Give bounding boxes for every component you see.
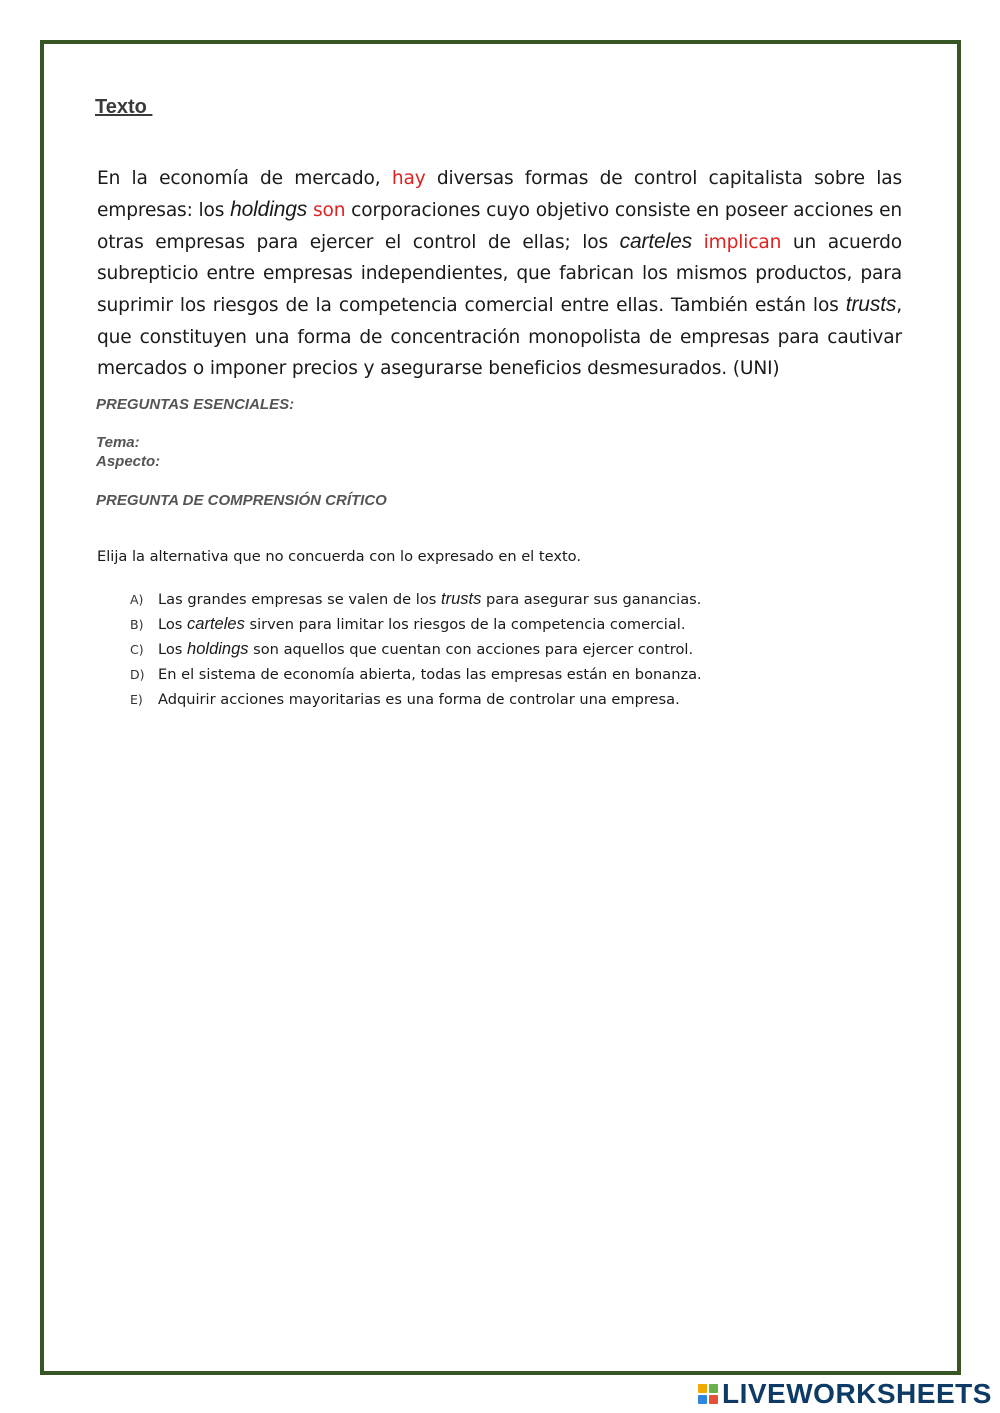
reading-passage <box>97 163 902 384</box>
page-title: Texto <box>95 96 153 118</box>
option-text: En el sistema de economía abierta, todas las empresas están en bonanza. <box>158 666 702 683</box>
logo-mark-square <box>709 1395 718 1404</box>
option-text: Las grandes empresas se valen de los <box>158 591 441 608</box>
logo-mark-square <box>698 1384 707 1393</box>
tema-label: Tema: <box>96 434 140 451</box>
passage-text: En la economía de mercado, <box>97 167 392 189</box>
answer-options <box>130 590 702 715</box>
logo-mark-icon <box>698 1384 718 1404</box>
highlighted-verb: son <box>312 199 346 221</box>
option-text: Los <box>158 616 188 633</box>
option-text: son aquellos que cuentan con acciones para ejercer control. <box>248 641 694 658</box>
answer-option-d[interactable] <box>130 665 702 690</box>
option-text: sirven para limitar los riesgos de la competencia comercial. <box>244 616 686 633</box>
passage-text: diversas formas de control capitalista sobre las empresas: los <box>97 167 902 221</box>
italic-term: carteles <box>619 230 692 253</box>
answer-option-c[interactable] <box>130 640 702 665</box>
passage-text <box>692 232 704 253</box>
highlighted-verb: hay <box>391 167 426 189</box>
passage-text: un acuerdo subrepticio entre empresas independientes, que fabrican los mismos productos, para suprimir los riesgos de la competencia comercial entre ellas. También están los <box>97 232 903 317</box>
option-letter: E) <box>130 692 143 707</box>
option-text: Adquirir acciones mayoritarias es una forma de controlar una empresa. <box>158 691 680 708</box>
logo-text: LIVEWORKSHEETS <box>722 1378 992 1409</box>
answer-option-b[interactable] <box>130 615 702 640</box>
logo-mark-square <box>709 1384 718 1393</box>
highlighted-verb: implican <box>703 232 782 253</box>
option-text: para asegurar sus ganancias. <box>481 591 702 608</box>
passage-text: , que constituyen una forma de concentración monopolista de empresas para cautivar mercados o imponer precios y asegurarse beneficios desmesurados. (UNI) <box>97 295 902 379</box>
answer-option-a[interactable] <box>130 590 702 615</box>
aspecto-label: Aspecto: <box>96 453 161 470</box>
question-instruction: Elija la alternativa que no concuerda con lo expresado en el texto. <box>97 548 581 565</box>
option-letter: D) <box>130 667 145 682</box>
option-letter: A) <box>130 592 144 607</box>
option-text: Los <box>158 641 188 658</box>
option-term: carteles <box>187 615 245 633</box>
comprehension-heading: PREGUNTA DE COMPRENSIÓN CRÍTICO <box>96 492 387 509</box>
option-letter: B) <box>130 617 144 632</box>
logo-mark-square <box>698 1395 707 1404</box>
essential-questions-heading: PREGUNTAS ESENCIALES: <box>96 396 295 413</box>
option-letter: C) <box>130 642 144 657</box>
italic-term: trusts <box>845 293 897 317</box>
italic-term: holdings <box>230 197 308 221</box>
option-term: trusts <box>441 590 482 608</box>
passage-text: corporaciones cuyo objetivo consiste en poseer acciones en otras empresas para ejercer el control de ellas; los <box>97 199 903 253</box>
option-term: holdings <box>187 640 249 658</box>
liveworksheets-logo <box>698 1378 992 1410</box>
answer-option-e[interactable] <box>130 690 702 715</box>
